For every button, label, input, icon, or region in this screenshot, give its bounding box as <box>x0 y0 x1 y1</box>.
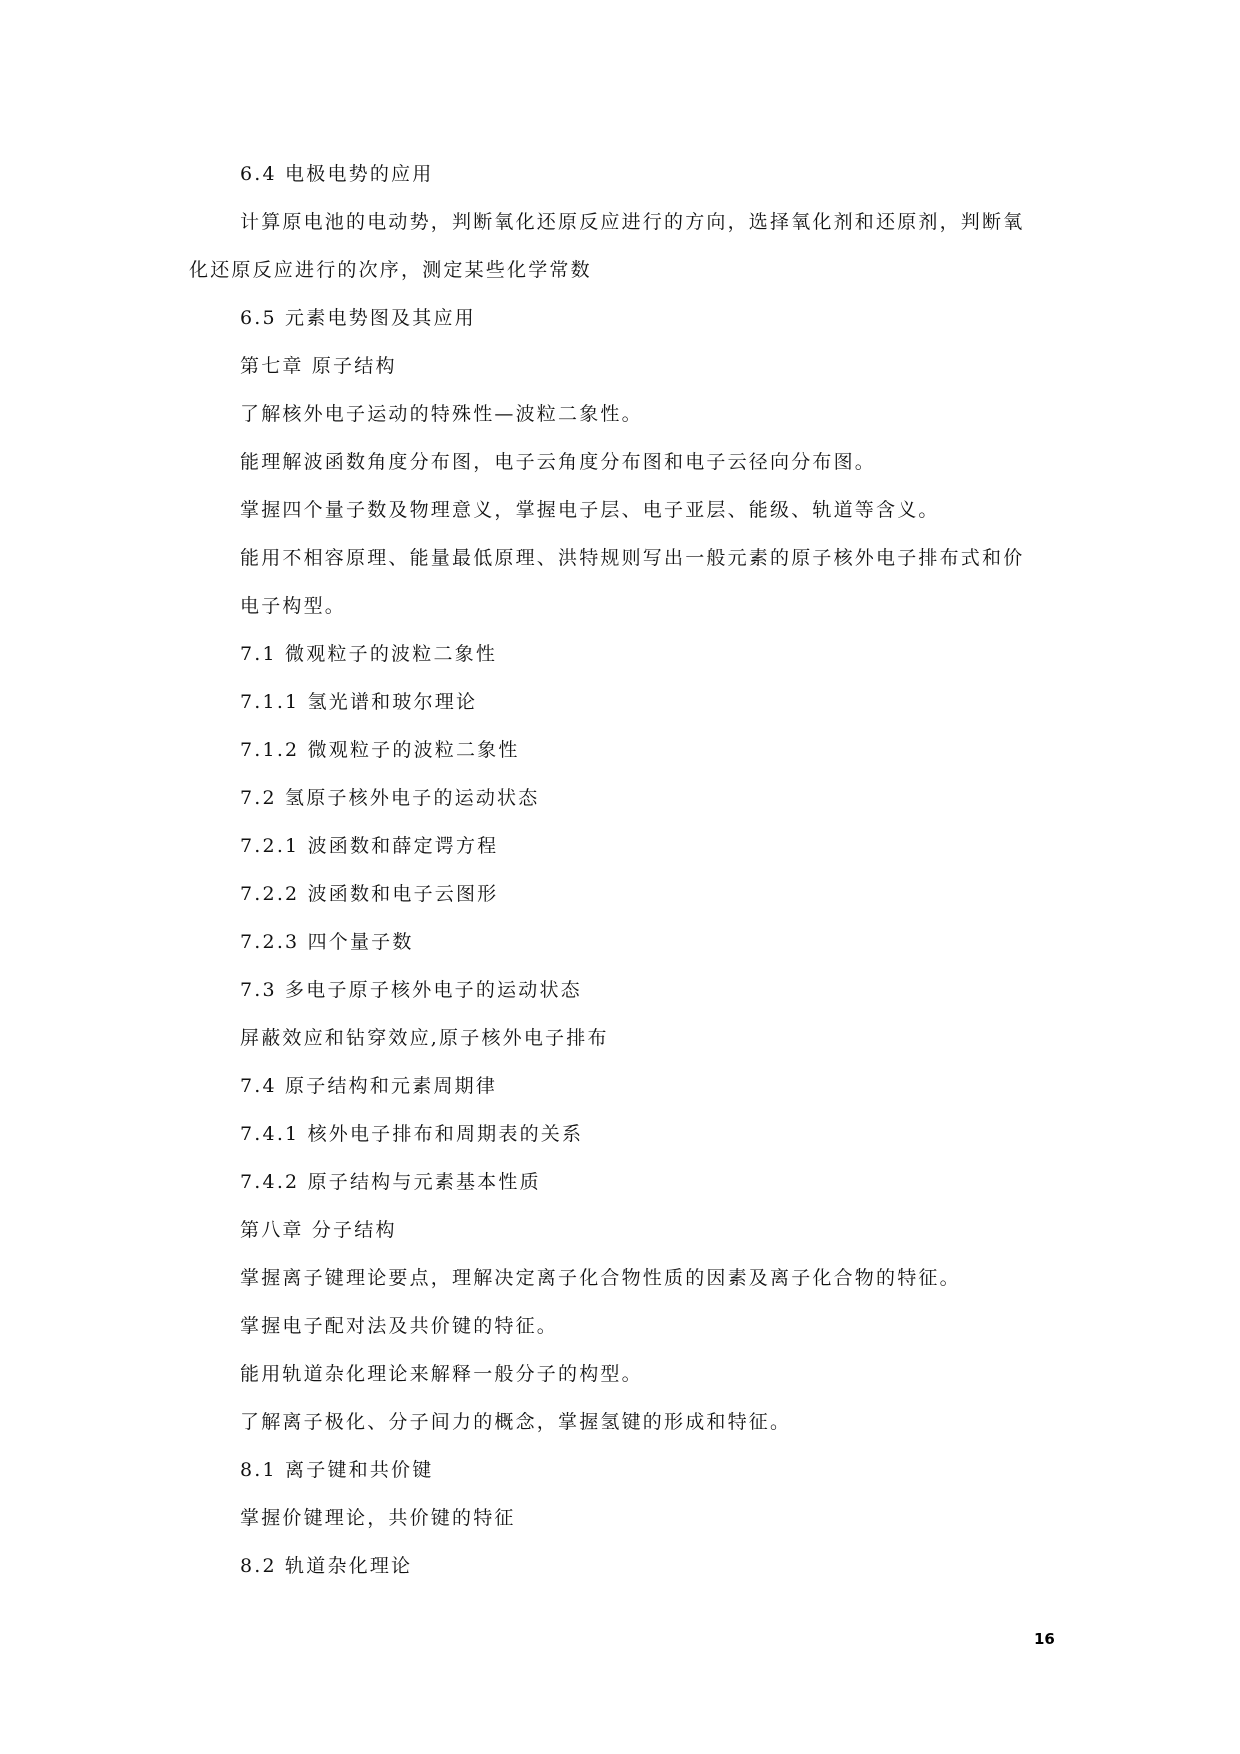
text-line: 了解离子极化、分子间力的概念，掌握氢键的形成和特征。 <box>240 1411 792 1433</box>
text-line: 7.4.1 核外电子排布和周期表的关系 <box>240 1123 584 1145</box>
text-line: 7.2.1 波函数和薛定谔方程 <box>240 835 499 857</box>
text-line: 8.1 离子键和共价键 <box>240 1459 434 1481</box>
text-line: 掌握电子配对法及共价键的特征。 <box>240 1315 559 1337</box>
text-line: 能用不相容原理、能量最低原理、洪特规则写出一般元素的原子核外电子排布式和价 <box>240 547 1025 569</box>
text-line: 7.2 氢原子核外电子的运动状态 <box>240 787 540 809</box>
page-number: 16 <box>1034 1630 1055 1648</box>
text-line: 8.2 轨道杂化理论 <box>240 1555 413 1577</box>
text-line: 能理解波函数角度分布图，电子云角度分布图和电子云径向分布图。 <box>240 451 877 473</box>
text-line: 7.1.1 氢光谱和玻尔理论 <box>240 691 478 713</box>
text-line: 了解核外电子运动的特殊性—波粒二象性。 <box>240 403 643 425</box>
text-line: 掌握四个量子数及物理意义，掌握电子层、电子亚层、能级、轨道等含义。 <box>240 499 940 521</box>
text-line: 7.1.2 微观粒子的波粒二象性 <box>240 739 520 761</box>
text-line: 掌握价键理论，共价键的特征 <box>240 1507 516 1529</box>
text-line: 第八章 分子结构 <box>240 1219 397 1241</box>
text-line: 7.2.2 波函数和电子云图形 <box>240 883 499 905</box>
text-line: 计算原电池的电动势，判断氧化还原反应进行的方向，选择氧化剂和还原剂，判断氧 <box>240 211 1025 233</box>
text-line: 7.2.3 四个量子数 <box>240 931 414 953</box>
text-line: 掌握离子键理论要点，理解决定离子化合物性质的因素及离子化合物的特征。 <box>240 1267 961 1289</box>
text-line: 6.4 电极电势的应用 <box>240 163 434 185</box>
text-line: 6.5 元素电势图及其应用 <box>240 307 476 329</box>
text-line: 电子构型。 <box>240 595 347 617</box>
text-line: 化还原反应进行的次序，测定某些化学常数 <box>189 259 592 281</box>
text-line: 7.3 多电子原子核外电子的运动状态 <box>240 979 582 1001</box>
text-line: 7.4 原子结构和元素周期律 <box>240 1075 498 1097</box>
text-line: 7.1 微观粒子的波粒二象性 <box>240 643 498 665</box>
text-line: 第七章 原子结构 <box>240 355 397 377</box>
text-line: 能用轨道杂化理论来解释一般分子的构型。 <box>240 1363 643 1385</box>
text-line: 7.4.2 原子结构与元素基本性质 <box>240 1171 541 1193</box>
text-line: 屏蔽效应和钻穿效应,原子核外电子排布 <box>240 1027 609 1049</box>
